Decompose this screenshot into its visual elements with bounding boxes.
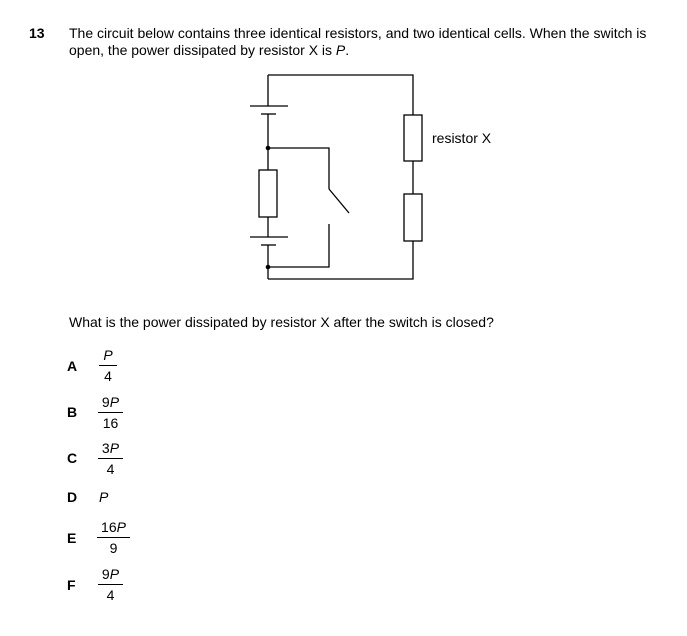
option-a-letter[interactable]: A xyxy=(67,358,78,374)
option-c-denominator: 4 xyxy=(106,461,115,477)
junction-dot-lower xyxy=(266,265,271,270)
option-f-letter[interactable]: F xyxy=(67,577,76,593)
option-b-coef: 9 xyxy=(101,394,110,410)
option-e-denominator: 9 xyxy=(109,540,118,556)
question-number: 13 xyxy=(29,25,45,41)
stem-variable: P xyxy=(335,42,346,58)
option-f-denominator: 4 xyxy=(106,587,115,603)
switch-wire-lower xyxy=(268,224,329,267)
option-c-coef: 3 xyxy=(101,440,110,456)
resistor-x xyxy=(404,115,422,161)
switch-lever xyxy=(329,189,349,213)
resistor-right-lower xyxy=(404,194,422,241)
option-a-numerator: P xyxy=(103,347,113,363)
subquestion: What is the power dissipated by resistor X after the switch is closed? xyxy=(69,314,494,330)
option-a-denominator: 4 xyxy=(104,368,112,384)
resistor-x-label: resistor X xyxy=(432,130,492,146)
option-d-letter[interactable]: D xyxy=(67,489,78,505)
option-b-letter[interactable]: B xyxy=(67,404,78,420)
resistor-left xyxy=(259,170,277,217)
option-f-coef: 9 xyxy=(101,566,110,582)
bottom-wire xyxy=(268,241,413,279)
option-b-denominator: 16 xyxy=(102,415,119,431)
option-e-letter[interactable]: E xyxy=(67,530,77,546)
option-d-value: P xyxy=(99,489,109,505)
option-e-coef: 16 xyxy=(101,519,117,535)
stem-text: The circuit below contains three identical resistors, and two identical cells. When the switch is open, the power dissipated by resistor X is xyxy=(69,25,647,58)
option-b-fraction: 9P 16 xyxy=(98,394,123,431)
option-a-fraction xyxy=(99,347,117,384)
stem-end: . xyxy=(345,42,350,58)
junction-dot-upper xyxy=(266,146,271,151)
top-wire xyxy=(268,75,413,115)
option-f-fraction: 9P 4 xyxy=(98,566,123,603)
option-c-fraction: 3P 4 xyxy=(98,440,123,477)
option-e-fraction: 16P 9 xyxy=(97,519,130,556)
option-c-letter[interactable]: C xyxy=(67,450,78,466)
